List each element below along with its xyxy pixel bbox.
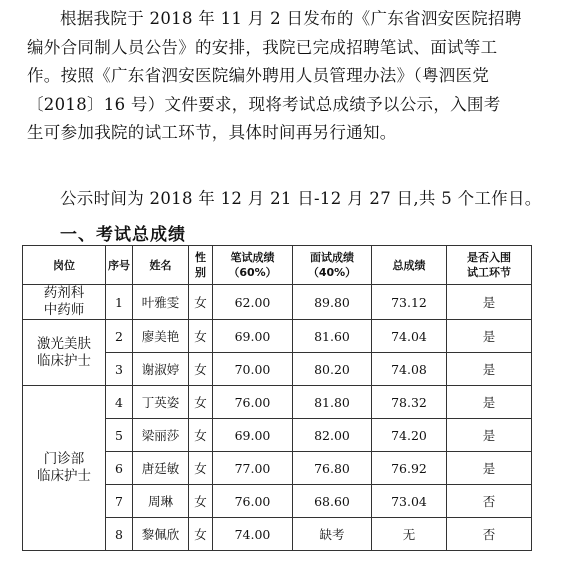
table-row xyxy=(23,386,532,419)
interview-cell: 68.60 xyxy=(293,485,372,518)
seq-cell: 3 xyxy=(106,353,133,386)
written-cell: 69.00 xyxy=(213,320,293,353)
advance-cell: 是 xyxy=(447,285,532,320)
written-cell: 74.00 xyxy=(213,518,293,551)
total-cell: 78.32 xyxy=(372,386,447,419)
seq-cell: 6 xyxy=(106,452,133,485)
header-seq: 序号 xyxy=(106,246,133,285)
header-total-score: 总成绩 xyxy=(372,246,447,285)
table-header-row xyxy=(23,246,532,285)
advance-cell: 是 xyxy=(447,419,532,452)
seq-cell: 7 xyxy=(106,485,133,518)
notice-line: 〔2018〕16 号）文件要求，现将考试总成绩予以公示，入围考 xyxy=(27,94,501,114)
header-name: 姓名 xyxy=(133,246,189,285)
seq-cell: 2 xyxy=(106,320,133,353)
position-cell: 药剂科 中药师 xyxy=(23,285,106,320)
results-table xyxy=(22,245,532,551)
notice-line: 作。按照《广东省泗安医院编外聘用人员管理办法》（粤泗医党 xyxy=(27,66,490,85)
header-position: 岗位 xyxy=(23,246,106,285)
written-cell: 70.00 xyxy=(213,353,293,386)
written-cell: 77.00 xyxy=(213,452,293,485)
written-cell: 76.00 xyxy=(213,485,293,518)
seq-cell: 4 xyxy=(106,386,133,419)
gender-cell: 女 xyxy=(189,386,213,419)
written-cell: 76.00 xyxy=(213,386,293,419)
header-interview-score: 面试成绩 （40%） xyxy=(293,246,372,285)
interview-cell: 89.80 xyxy=(293,285,372,320)
interview-cell: 81.60 xyxy=(293,320,372,353)
name-cell: 黎佩欣 xyxy=(133,518,189,551)
position-cell: 激光美肤 临床护士 xyxy=(23,320,106,386)
name-cell: 廖美艳 xyxy=(133,320,189,353)
header-advance: 是否入围 试工环节 xyxy=(447,246,532,285)
notice-paragraph-2 xyxy=(27,185,557,214)
advance-cell: 是 xyxy=(447,452,532,485)
header-gender: 性 别 xyxy=(189,246,213,285)
interview-cell: 80.20 xyxy=(293,353,372,386)
name-cell: 梁丽莎 xyxy=(133,419,189,452)
notice-paragraph-1 xyxy=(27,5,557,148)
gender-cell: 女 xyxy=(189,485,213,518)
notice-line: 根据我院于 2018 年 11 月 2 日发布的《广东省泗安医院招聘 xyxy=(60,9,522,28)
gender-cell: 女 xyxy=(189,452,213,485)
total-cell: 73.12 xyxy=(372,285,447,320)
name-cell: 丁英姿 xyxy=(133,386,189,419)
interview-cell: 缺考 xyxy=(293,518,372,551)
interview-cell: 82.00 xyxy=(293,419,372,452)
advance-cell: 否 xyxy=(447,485,532,518)
name-cell: 唐廷敏 xyxy=(133,452,189,485)
interview-cell: 76.80 xyxy=(293,452,372,485)
seq-cell: 1 xyxy=(106,285,133,320)
position-cell: 门诊部 临床护士 xyxy=(23,386,106,551)
advance-cell: 是 xyxy=(447,353,532,386)
notice-line: 编外合同制人员公告》的安排，我院已完成招聘笔试、面试等工 xyxy=(27,37,498,57)
name-cell: 周琳 xyxy=(133,485,189,518)
section-title: 一、考试总成绩 xyxy=(60,225,186,245)
gender-cell: 女 xyxy=(189,353,213,386)
gender-cell: 女 xyxy=(189,285,213,320)
name-cell: 谢淑婷 xyxy=(133,353,189,386)
total-cell: 76.92 xyxy=(372,452,447,485)
written-cell: 62.00 xyxy=(213,285,293,320)
header-written-score: 笔试成绩 （60%） xyxy=(213,246,293,285)
table-row xyxy=(23,320,532,353)
total-cell: 73.04 xyxy=(372,485,447,518)
notice-period-line: 公示时间为 2018 年 12 月 21 日-12 月 27 日,共 5 个工作日。 xyxy=(60,189,542,208)
gender-cell: 女 xyxy=(189,419,213,452)
notice-line: 生可参加我院的试工环节，具体时间再另行通知。 xyxy=(27,123,397,142)
seq-cell: 5 xyxy=(106,419,133,452)
advance-cell: 否 xyxy=(447,518,532,551)
table-row xyxy=(23,285,532,320)
gender-cell: 女 xyxy=(189,518,213,551)
advance-cell: 是 xyxy=(447,320,532,353)
interview-cell: 81.80 xyxy=(293,386,372,419)
written-cell: 69.00 xyxy=(213,419,293,452)
name-cell: 叶雅雯 xyxy=(133,285,189,320)
total-cell: 无 xyxy=(372,518,447,551)
total-cell: 74.08 xyxy=(372,353,447,386)
total-cell: 74.04 xyxy=(372,320,447,353)
seq-cell: 8 xyxy=(106,518,133,551)
total-cell: 74.20 xyxy=(372,419,447,452)
advance-cell: 是 xyxy=(447,386,532,419)
gender-cell: 女 xyxy=(189,320,213,353)
